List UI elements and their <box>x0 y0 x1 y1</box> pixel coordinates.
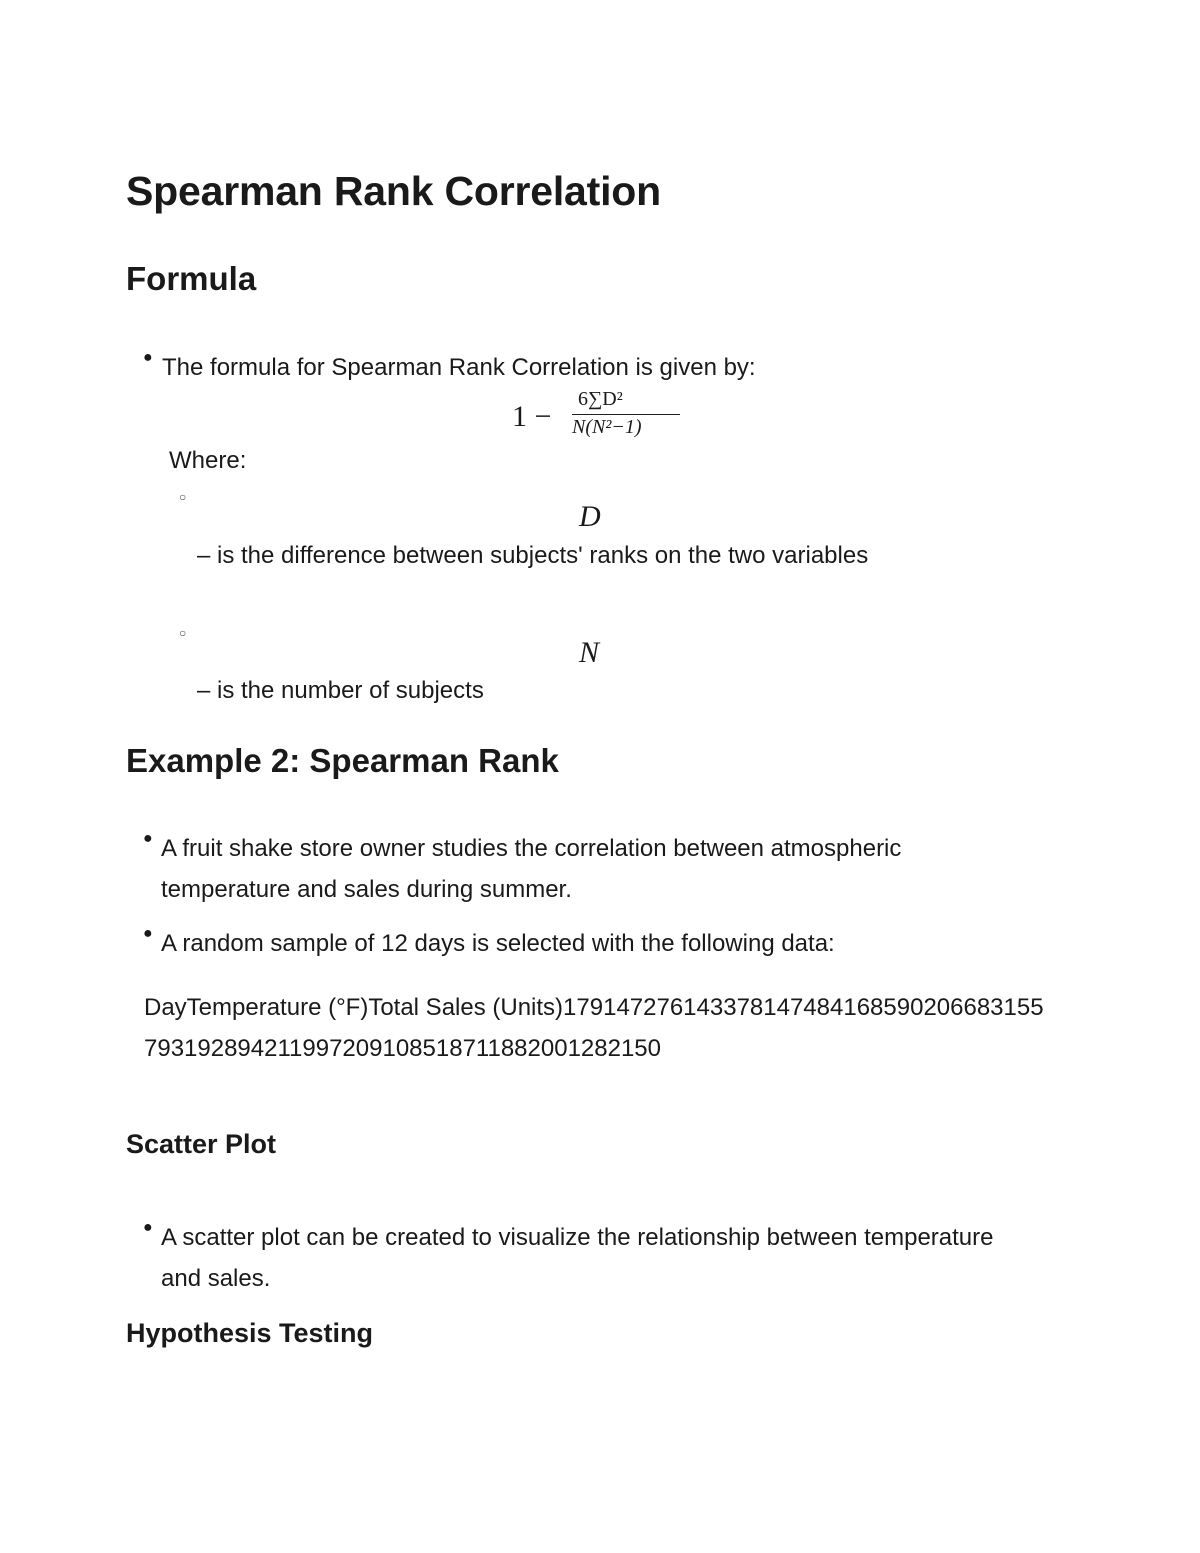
page-title: Spearman Rank Correlation <box>126 168 661 214</box>
circle-bullet-icon: ○ <box>179 626 187 640</box>
scatter-bullet: A scatter plot can be created to visualize the relationship between temperature and sales. <box>161 1224 994 1292</box>
circle-bullet-icon: ○ <box>179 490 187 504</box>
formula-numerator: 6∑D² <box>578 388 623 410</box>
bullet-icon: ● <box>143 925 153 942</box>
example-bullet-1: A fruit shake store owner studies the correlation between atmospheric temperature and sales during summer. <box>161 835 902 903</box>
bullet-icon: ● <box>143 1219 153 1236</box>
definition-n-text: – is the number of subjects <box>197 677 484 704</box>
example-heading: Example 2: Spearman Rank <box>126 742 559 779</box>
where-label: Where: <box>169 447 247 474</box>
example-bullet-2: A random sample of 12 days is selected with the following data: <box>161 930 835 957</box>
definition-d-text: – is the difference between subjects' ranks on the two variables <box>197 542 869 569</box>
bullet-icon: ● <box>143 349 153 366</box>
formula-lead: 1 − <box>512 400 552 433</box>
bullet-icon: ● <box>143 830 153 847</box>
symbol-d: D <box>579 500 601 533</box>
fraction-bar <box>572 414 680 415</box>
symbol-n: N <box>579 636 600 669</box>
scatter-heading: Scatter Plot <box>126 1129 277 1159</box>
formula-heading: Formula <box>126 260 257 297</box>
formula-intro-text: The formula for Spearman Rank Correlation is given by: <box>162 354 756 381</box>
hypothesis-heading: Hypothesis Testing <box>126 1318 374 1348</box>
data-table-text: DayTemperature (°F)Total Sales (Units)179147276143378147484168590206683155793192894211997209108518711882001282150 <box>144 994 1044 1062</box>
formula-denominator: N(N²−1) <box>572 416 642 438</box>
